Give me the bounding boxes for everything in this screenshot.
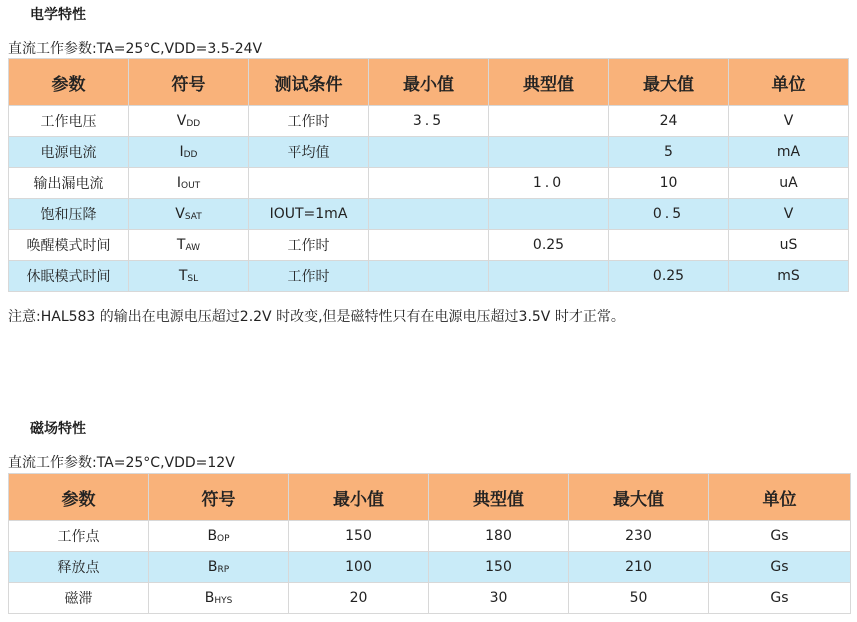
cell-test-condition: [249, 168, 369, 199]
cell-unit: V: [729, 106, 849, 137]
cell-unit: Gs: [709, 552, 851, 583]
cell-symbol: [149, 521, 289, 552]
cell-max: 50: [569, 583, 709, 614]
cell-test-condition: 工作时: [249, 261, 369, 292]
symbol-subscript: HYS: [214, 596, 233, 606]
header-param: 参数: [9, 474, 149, 521]
electrical-spec-table: [8, 58, 849, 292]
symbol-subscript: DD: [186, 119, 201, 129]
cell-unit: V: [729, 199, 849, 230]
cell-min: 3.5: [369, 106, 489, 137]
cell-unit: uA: [729, 168, 849, 199]
cell-min: [369, 230, 489, 261]
cell-param: 工作电压: [9, 106, 129, 137]
cell-param: 释放点: [9, 552, 149, 583]
symbol-base: B: [207, 559, 218, 575]
cell-max: [609, 230, 729, 261]
cell-max: 5: [609, 137, 729, 168]
cell-min: [369, 261, 489, 292]
symbol-base: I: [176, 175, 181, 191]
cell-max: 10: [609, 168, 729, 199]
cell-typ: 150: [429, 552, 569, 583]
table-header-row: [9, 474, 851, 521]
cell-unit: Gs: [709, 521, 851, 552]
cell-symbol: [129, 230, 249, 261]
table-row: [9, 230, 849, 261]
table-header-row: [9, 59, 849, 106]
cell-min: 150: [289, 521, 429, 552]
cell-param: 输出漏电流: [9, 168, 129, 199]
symbol-base: V: [175, 206, 185, 222]
header-symbol: 符号: [129, 59, 249, 106]
cell-symbol: [129, 106, 249, 137]
header-test-condition: 测试条件: [249, 59, 369, 106]
symbol-base: V: [176, 113, 187, 129]
cell-min: 100: [289, 552, 429, 583]
cell-test-condition: 工作时: [249, 230, 369, 261]
symbol-subscript: OUT: [180, 181, 201, 191]
cell-param: 饱和压降: [9, 199, 129, 230]
cell-test-condition: 平均值: [249, 137, 369, 168]
cell-min: [369, 168, 489, 199]
electrical-note-text: 注意:HAL583 的输出在电源电压超过2.2V 时改变,但是磁特性只有在电源电压超过3.5V 时才正常。: [8, 309, 625, 325]
cell-typ: [489, 261, 609, 292]
header-unit: 单位: [729, 59, 849, 106]
cell-param: 磁滞: [9, 583, 149, 614]
table-row: [9, 199, 849, 230]
cell-unit: mS: [729, 261, 849, 292]
table-row: [9, 261, 849, 292]
cell-symbol: [149, 552, 289, 583]
header-min: 最小值: [289, 474, 429, 521]
cell-symbol: [149, 583, 289, 614]
symbol-subscript: SAT: [184, 212, 202, 222]
symbol-subscript: RP: [217, 565, 230, 575]
cell-min: [369, 199, 489, 230]
symbol-base: T: [176, 237, 186, 253]
symbol-base: B: [207, 528, 218, 544]
cell-min: 20: [289, 583, 429, 614]
table-row: [9, 168, 849, 199]
cell-max: 230: [569, 521, 709, 552]
cell-symbol: [129, 199, 249, 230]
cell-symbol: [129, 261, 249, 292]
symbol-subscript: DD: [183, 150, 198, 160]
cell-max: 0.5: [609, 199, 729, 230]
cell-test-condition: IOUT=1mA: [249, 199, 369, 230]
header-min: 最小值: [369, 59, 489, 106]
cell-test-condition: 工作时: [249, 106, 369, 137]
cell-param: 工作点: [9, 521, 149, 552]
cell-typ: 1.0: [489, 168, 609, 199]
cell-typ: 30: [429, 583, 569, 614]
table-row: [9, 521, 851, 552]
cell-max: 24: [609, 106, 729, 137]
cell-param: 电源电流: [9, 137, 129, 168]
header-typ: 典型值: [489, 59, 609, 106]
symbol-subscript: OP: [217, 534, 230, 544]
magnetic-section-title: 磁场特性: [30, 421, 86, 437]
header-max: 最大值: [569, 474, 709, 521]
cell-param: 唤醒模式时间: [9, 230, 129, 261]
symbol-subscript: SL: [187, 274, 199, 284]
table-row: [9, 137, 849, 168]
symbol-subscript: AW: [185, 243, 201, 253]
header-symbol: 符号: [149, 474, 289, 521]
table-row: [9, 583, 851, 614]
symbol-base: T: [178, 268, 188, 284]
symbol-base: I: [179, 144, 184, 160]
cell-typ: [489, 106, 609, 137]
cell-typ: [489, 199, 609, 230]
cell-max: 210: [569, 552, 709, 583]
electrical-section-title: 电学特性: [30, 7, 86, 23]
cell-typ: [489, 137, 609, 168]
symbol-base: B: [204, 590, 215, 606]
header-param: 参数: [9, 59, 129, 106]
table-row: [9, 552, 851, 583]
cell-typ: 180: [429, 521, 569, 552]
header-typ: 典型值: [429, 474, 569, 521]
cell-unit: Gs: [709, 583, 851, 614]
cell-param: 休眠模式时间: [9, 261, 129, 292]
magnetic-condition-text: 直流工作参数:TA=25°C,VDD=12V: [8, 455, 235, 471]
cell-max: 0.25: [609, 261, 729, 292]
cell-unit: mA: [729, 137, 849, 168]
electrical-condition-text: 直流工作参数:TA=25°C,VDD=3.5-24V: [8, 41, 263, 57]
header-max: 最大值: [609, 59, 729, 106]
cell-typ: 0.25: [489, 230, 609, 261]
cell-symbol: [129, 168, 249, 199]
cell-symbol: [129, 137, 249, 168]
cell-unit: uS: [729, 230, 849, 261]
cell-min: [369, 137, 489, 168]
magnetic-spec-table: [8, 473, 851, 614]
header-unit: 单位: [709, 474, 851, 521]
table-row: [9, 106, 849, 137]
